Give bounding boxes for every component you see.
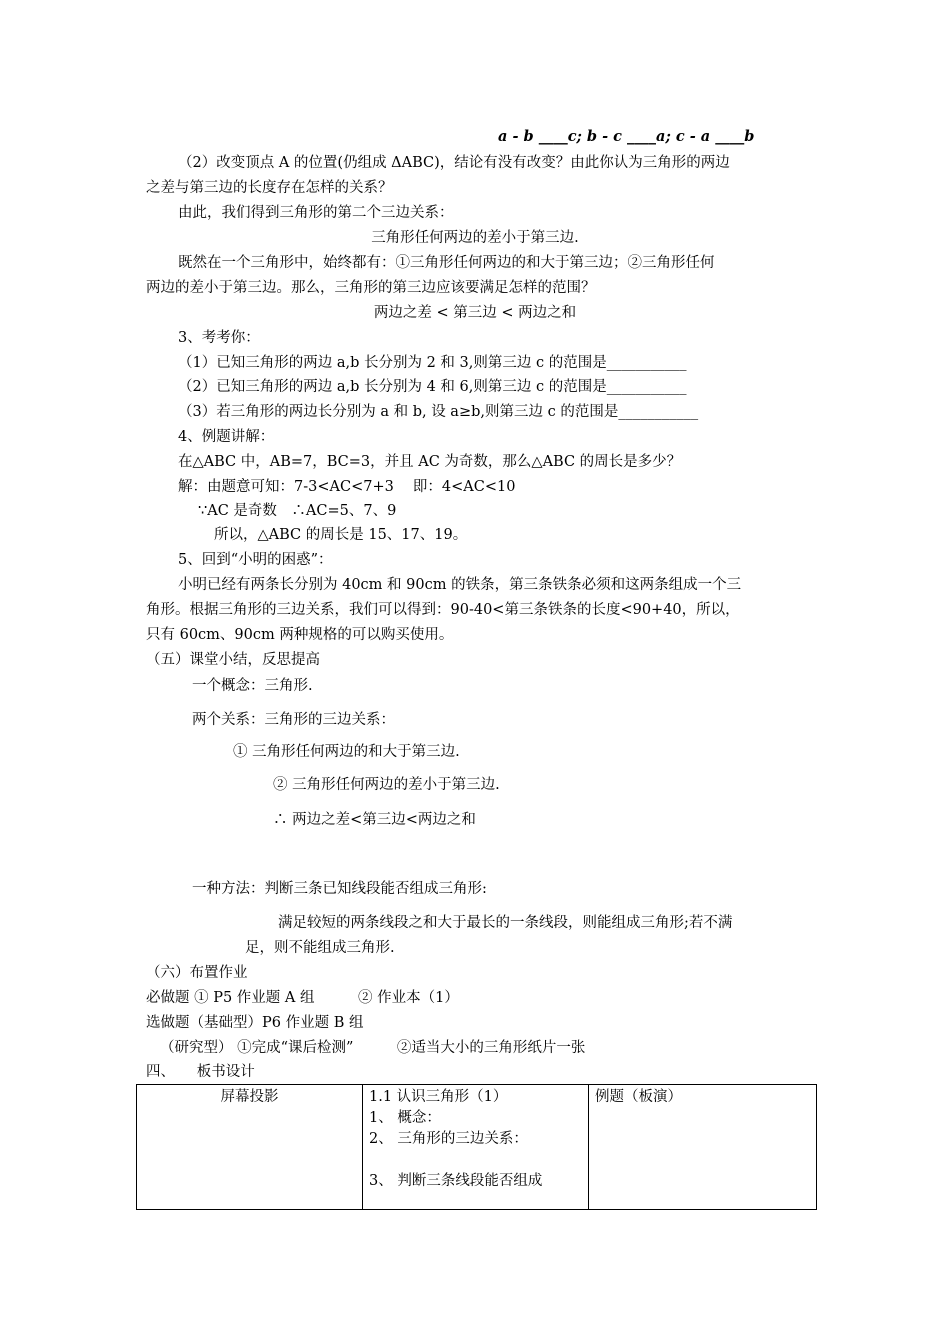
board-outline-item: 2、 三角形的三边关系：	[369, 1131, 528, 1147]
summary-line: ∴ 两边之差<第三边<两边之和	[273, 812, 476, 828]
homework-line: （研究型） ①完成“课后检测” ②适当大小的三角形纸片一张	[160, 1040, 586, 1056]
board-cell-projection	[137, 1085, 363, 1210]
section-heading: 5、回到“小明的困惑”：	[178, 552, 333, 568]
section-heading: 3、考考你：	[178, 330, 260, 346]
board-cell-outline	[363, 1085, 589, 1210]
summary-line: 一个概念：三角形.	[192, 678, 313, 694]
text-line: 只有 60cm、90cm 两种规格的可以购买使用。	[146, 627, 454, 643]
summary-line: 足，则不能组成三角形.	[245, 940, 395, 956]
example-line: 在△ABC 中，AB=7，BC=3，并且 AC 为奇数，那么△ABC 的周长是多少？	[178, 454, 682, 470]
comparison-blanks-line: a - b ____c; b - c ____a; c - a ____b	[498, 128, 755, 145]
board-projection-label: 屏幕投影	[220, 1089, 279, 1105]
text-line: 两边的差小于第三边。那么，三角形的第三边应该要满足怎样的范围？	[146, 280, 596, 296]
board-example-label: 例题（板演）	[595, 1089, 682, 1105]
board-outline-item: 3、 判断三条线段能否组成	[369, 1173, 543, 1189]
summary-line: 一种方法：判断三条已知线段能否组成三角形:	[192, 881, 487, 897]
board-outline-title: 1.1 认识三角形（1）	[369, 1089, 508, 1105]
solution-line: ∵AC 是奇数 ∴AC=5、7、9	[198, 503, 397, 519]
solution-line: 解：由题意可知：7-3<AC<7+3 即：4<AC<10	[178, 479, 516, 495]
exercise-line: （2）已知三角形的两边 a,b 长分别为 4 和 6,则第三边 c 的范围是___________	[178, 379, 687, 395]
homework-line: 必做题 ① P5 作业题 A 组 ② 作业本（1）	[146, 990, 459, 1006]
homework-line: 选做题（基础型）P6 作业题 B 组	[146, 1015, 364, 1031]
board-outline-item: 1、 概念：	[369, 1110, 441, 1126]
section-heading: 4、例题讲解：	[178, 429, 275, 445]
summary-line: 两个关系：三角形的三边关系：	[192, 712, 395, 728]
summary-line: 满足较短的两条线段之和大于最长的一条线段，则能组成三角形;若不满	[278, 915, 733, 931]
section-heading: 四、 板书设计	[146, 1064, 255, 1080]
section-heading: （五）课堂小结，反思提高	[146, 652, 320, 668]
theorem-line: 三角形任何两边的差小于第三边.	[371, 230, 579, 246]
range-line: 两边之差 < 第三边 < 两边之和	[373, 305, 577, 321]
text-line: （2）改变顶点 A 的位置(仍组成 ΔABC)，结论有没有改变？由此你认为三角形的两边	[178, 155, 730, 171]
board-design-table	[136, 1084, 817, 1210]
text-line: 小明已经有两条长分别为 40cm 和 90cm 的铁条，第三条铁条必须和这两条组成一个三	[178, 577, 742, 593]
summary-line: ① 三角形任何两边的和大于第三边.	[233, 744, 460, 760]
exercise-line: （1）已知三角形的两边 a,b 长分别为 2 和 3,则第三边 c 的范围是___________	[178, 355, 687, 371]
summary-line: ② 三角形任何两边的差小于第三边.	[273, 777, 500, 793]
exercise-line: （3）若三角形的两边长分别为 a 和 b, 设 a≥b,则第三边 c 的范围是___________	[178, 404, 699, 420]
text-line: 由此，我们得到三角形的第二个三边关系：	[178, 205, 454, 221]
solution-line: 所以，△ABC 的周长是 15、17、19。	[214, 527, 468, 543]
text-line: 之差与第三边的长度存在怎样的关系？	[146, 180, 393, 196]
board-cell-example	[589, 1085, 817, 1210]
text-line: 既然在一个三角形中，始终都有：①三角形任何两边的和大于第三边；②三角形任何	[178, 255, 715, 271]
section-heading: （六）布置作业	[146, 965, 248, 981]
text-line: 角形。根据三角形的三边关系，我们可以得到：90-40<第三条铁条的长度<90+40，所以，	[146, 602, 740, 618]
